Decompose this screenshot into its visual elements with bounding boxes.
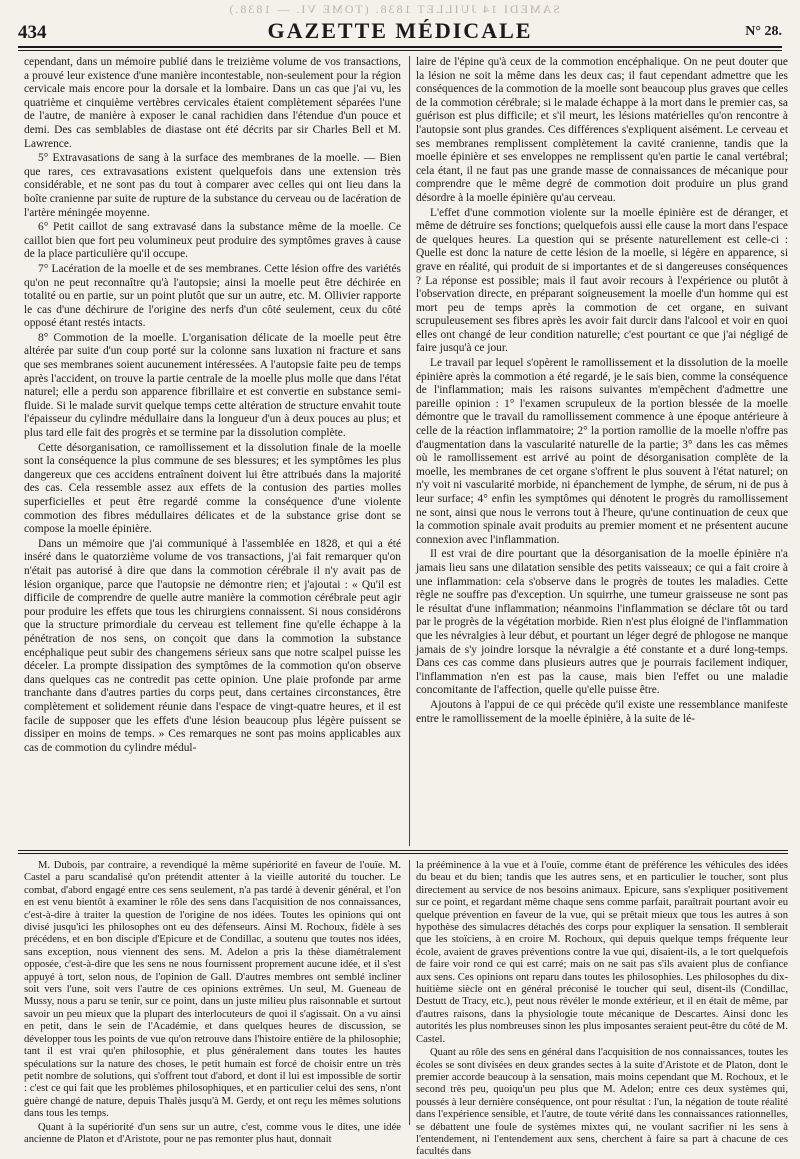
paragraph: 7° Lacération de la moelle et de ses membranes. Cette lésion offre des variétés qu'on ne peut reconnaître qu'à l'autopsie; ainsi la moelle peut être déchirée en totalité ou en partie, sur un point plutôt que sur un autre, etc. M. Ollivier rapporte le cas d'une déchirure de l'origine des nerfs d'un côté seulement, ceux du côté opposé étant restés intacts. bbox=[24, 262, 401, 330]
column-divider bbox=[409, 56, 410, 846]
feuilleton-rule-bottom bbox=[18, 853, 788, 854]
paragraph: L'effet d'une commotion violente sur la moelle épinière est de déranger, et même de détruire ses fonctions; quelquefois aussi elle cause la mort dans l'espace de quelques heures. La question qui se présente naturellement est celle-ci : Quelle est donc la nature de cette lésion de la moelle, si légère en apparence, si grave en réalité, qui produit de si importantes et de si dangereuses conséquences ? La réponse est possible; mais il faut avoir recours à l'expérience ou plutôt à l'observation directe, en préparant soigneusement la moelle d'un homme qui est mort peu de temps après la commotion de cet organe, en suivant scrupuleusement ses fibres après les avoir fait durcir dans l'alcool et voir en quoi elles ont changé de leur condition naturelle; c'est pourtant ce que j'ai négligé de faire jusqu'à ce jour. bbox=[416, 206, 788, 355]
feuilleton-column-divider bbox=[409, 860, 410, 1125]
header-rule bbox=[18, 50, 782, 51]
paragraph: M. Dubois, par contraire, a revendiqué la même supériorité en faveur de l'ouïe. M. Castel a paru scandalisé qu'on prétendit attenter à la vieille autorité du toucher. Le combat, d'abord engagé entre ces sens seulement, n'a pas tardé à devenir général, et l'on en est venu bientôt à examiner le rôle des sens dans l'acquisition de nos connaissances, c'est-à-dire à traiter la question de l'origine de nos idées. Toutes les opinions qui ont divisé jusqu'ici les philosophes ont eu des défenseurs. Ainsi M. Rochoux, fidèle à ses précédens, et en bon disciple d'Epicure et de Condillac, a soutenu que toutes nos idées, sans exception, nous viennent des sens. M. Adelon a pris la thèse diamétralement opposée, c'est-à-dire que les sens ne nous fournissent proprement aucune idée, et il s'est appuyé à tort, selon nous, de l'opinion de Gall. D'autres membres ont semblé incliner soit vers l'une, soit vers l'autre de ces opinions extrêmes. Un seul, M. Gueneau de Mussy, nous a paru se tenir, sur ce point, dans un juste milieu plus raisonnable et surtout savoir un peu mieux que la plupart des interlocuteurs de quoi il s'agissait. On a vu ainsi en petit, dans le sein de l'Académie, et dans quelques heures de discussion, se développer tous les points de vue qu'on retrouve dans l'histoire entière de la philosophie; tant il est vrai qu'en philosophie, et plus généralement dans toutes les hautes spéculations sur la nature des choses, le petit humain est forcé de choisir entre un très petit nombre de solutions, qui s'offrent tout d'abord, et dont il lui est impossible de sortir : c'est ce qui fait que les problèmes philosophiques, et en particulier celui des sens, n'ont guère changé de nature, depuis Thalès jusqu'à M. Gerdy, et ont reçu les mêmes solutions dans tous les temps. bbox=[24, 860, 401, 1120]
paragraph: laire de l'épine qu'à ceux de la commotion encéphalique. On ne peut douter que la lésion ne soit la même dans les deux cas; il faut cependant admettre que les conséquences de la commotion de la moelle sont beaucoup plus graves que celles de la commotion cérébrale; si le malade échappe à la mort dans le premier cas, sa guérison est plus difficile; et s'il meurt, les lésions matérielles qu'on rencontre à l'autopsie sont plus grandes. Ces différences s'expliquent aisément. Le cerveau et ses membranes remplissent complètement la cavité cranienne, tandis que la moelle épinière et ses enveloppes ne remplissent qu'en partie le canal vertébral; cela étant, il ne faut pas une grande masse de connaissances de mécanique pour comprendre que le même degré de commotion doit produire un plus grand désordre à la moelle épinière qu'au cerveau. bbox=[416, 56, 788, 204]
paragraph: la prééminence à la vue et à l'ouïe, comme étant de préférence les véhicules des idées du beau et du bien; tandis que les autres sens, et en particulier le toucher, sont plus directement au service de nos besoins animaux. Epicure, sans s'expliquer positivement sur ce point, et regardant même chaque sens comme parfait, paraîtrait pourtant avoir eu quelque prévention en faveur de la vue, qui se prêtait mieux que tous les autres à son hypothèse des simulacres détachés des corps pour expliquer la sensation. Il semblerait que les stoïciens, à en croire M. Rochoux, qui depuis quelque temps fréquente leur école, avaient de graves préventions contre la vue qui, disaient-ils, a le tort quelquefois de faire voir rond ce qui est carré; mais on ne sait pas s'ils avaient plus de confiance aux sens. Ces opinions ont reparu dans toutes les philosophies. Les philosophes du dix-huitième siècle ont en général préconisé le toucher qui seul, disent-ils (Condillac, Destutt de Tracy, etc.), peut nous révéler le monde extérieur, et il en était de même, par d'autres raisons, dans la physiologie toute mécanique de Descartes. Ainsi donc les autorités les plus nombreuses sinon les plus imposantes seraient peut-être du côté de M. Castel. bbox=[416, 860, 788, 1045]
paragraph: Ajoutons à l'appui de ce qui précède qu'il existe une ressemblance manifeste entre le ramollissement de la moelle épinière, à la suite de lé- bbox=[416, 698, 788, 725]
journal-title: GAZETTE MÉDICALE bbox=[267, 18, 533, 43]
feuilleton-column-left bbox=[24, 860, 401, 1145]
paragraph: 5° Extravasations de sang à la surface des membranes de la moelle. — Bien que rares, ces extravasations existent quelquefois dans une extension très considérable, et ne sont pas du tout à comparer avec celles qui ont lieu dans la boîte cranienne par suite de rupture de la substance du cerveau ou de lacération de l'artère méningée moyenne. bbox=[24, 152, 401, 219]
feuilleton-column-right bbox=[416, 860, 788, 1158]
bleed-through-text: SAMEDI 14 JUILLET 1838. (TOME VI. — 1838.) bbox=[227, 2, 560, 16]
paragraph: Quant au rôle des sens en général dans l'acquisition de nos connaissances, toutes les écoles se sont divisées en deux grandes sectes à la suite d'Aristote et de Platon, dont le premier accorde beaucoup à la sensation, mais moins cependant que M. Rochoux, et le second très peu, quoiqu'un peu plus que M. Adelon; entre ces deux systèmes qui, poussés à leur dernière conséquence, ont pour résultat : l'un, la négation de toute réalité dans l'expérience sensible, et l'autre, de toute vérité dans les connaissances rationnelles, se débattent une foule de systèmes mixtes qui, ne voulant sacrifier ni les sens à l'entendement, ni l'entendement aux sens, cherchent à faire sa part à chacune de ces facultés dans bbox=[416, 1047, 788, 1158]
paragraph: cependant, dans un mémoire publié dans le treizième volume de vos transactions, a prouvé leur existence d'une manière incontestable, non-seulement pour la région cervicale mais encore pour la dorsale et la lombaire. Dans un cas que j'ai vu, les quatrième et cinquième vertèbres cervicales étaient complètement séparées l'une de l'autre, de manière à exposer le canal rachidien dans l'étendue d'un pouce et demi. Des cas semblables de diastase ont été décrits par sir Charles Bell et M. Lawrence. bbox=[24, 56, 401, 150]
paragraph: Le travail par lequel s'opèrent le ramollissement et la dissolution de la moelle épinière après la commotion a été regardé, je le sais bien, comme la conséquence de l'inflammation; mais les raisons suivantes m'empêchent d'admettre une pareille opinion : 1° l'examen scrupuleux de la portion blessée de la moelle démontre que le travail du ramollissement commence à une époque antérieure à celle de la réaction inflammatoire; 2° la portion ramollie de la moelle n'offre pas d'augmentation dans la vascularité naturelle de la partie; 3° dans les cas mêmes où le ramollissement est arrivé au point de désorganisation complète de la moelle, les membranes de cet organe s'offrent le plus souvent à l'état naturel; on n'y voit ni vascularité morbide, ni épanchement de lymphe, de sérum, ni de pus à leur surface; 4° enfin les symptômes qui dénotent le progrès du ramollissement ne sont, ainsi que nous le verrons tout à l'heure, qu'une continuation de ceux que la commotion spinale avait produits au premier moment et ne présentent aucune connexion avec l'inflammation. bbox=[416, 357, 788, 546]
feuilleton-rule-top bbox=[18, 850, 788, 851]
paragraph: Il est vrai de dire pourtant que la désorganisation de la moelle épinière n'a jamais lieu sans une dilatation sensible des petits vaisseaux; ce qui a fait croire à une inflammation: cela s'observe dans le progrès de toutes les maladies. Cette règle ne souffre pas d'exception. Un squirrhe, une tumeur graisseuse ne sont pas le résultat d'une inflammation; néanmoins l'inflammation se déclare tôt ou tard par le progrès de la végétation morbide. Rien n'est plus éloigné de l'inflammation que les névralgies à leur début, et pourtant un léger degré de phlogose ne manque jamais de s'y joindre lorsque la névralgie a été constante et a duré long-temps. Dans ces cas comme dans plusieurs autres que je pourrais facilement indiquer, l'inflammation n'en est pas la cause, mais bien l'effet ou une maladie concomitante de l'affection, quelle qu'elle puisse être. bbox=[416, 548, 788, 697]
paragraph: 6° Petit caillot de sang extravasé dans la substance même de la moelle. Ce caillot bien que fort peu volumineux peut produire des symptômes graves à cause de la place particulière qu'il occupe. bbox=[24, 221, 401, 261]
paragraph: Cette désorganisation, ce ramollissement et la dissolution finale de la moelle sont la conséquence la plus commune de ses blessures; et les symptômes les plus dangereux que ces accidens entraînent doivent lui être attribués dans la majorité des cas. Cela ressemble assez aux effets de la contusion des parties molles superficielles et peut être regardé comme la conséquence d'une violente commotion des fibres médullaires délicates et de la substance grise dont se compose la moelle épinière. bbox=[24, 441, 401, 536]
paragraph: Quant à la supériorité d'un sens sur un autre, c'est, comme vous le dites, une idée ancienne de Platon et d'Aristote, pour ne pas remonter plus haut, donnait bbox=[24, 1121, 401, 1145]
article-column-right bbox=[416, 56, 788, 846]
masthead bbox=[18, 18, 782, 48]
paragraph: 8° Commotion de la moelle. L'organisation délicate de la moelle peut être altérée par suite d'un coup porté sur la colonne sans luxation ni fracture et sans que ses membranes soient aucunement intéressées. A l'autopsie faite peu de temps après l'accident, on trouve la partie centrale de la moelle plus molle que dans l'état naturel; elle a perdu son apparence fibrillaire et est convertie en substance semi-fluide. Si le malade survit quelque temps cette altération de structure envahit toute l'épaisseur du cylindre médullaire dans la longueur d'un à deux pouces au plus; et plus tard elle fait des progrès et se termine par la dissolution complète. bbox=[24, 331, 401, 440]
page-number: 434 bbox=[18, 22, 47, 43]
article-column-left bbox=[24, 56, 401, 846]
paragraph: Dans un mémoire que j'ai communiqué à l'assemblée en 1828, et qui a été inséré dans le quatorzième volume de vos transactions, j'ai fait remarquer qu'on n'était pas autorisé à dire que dans la commotion cérébrale il n'y avait pas de lésion organique, parce que l'autopsie ne démontre rien; et j'ajoutai : « Qu'il est difficile de comprendre de quelle autre manière la commotion cérébrale peut agir pour produire les effets que tous les chirurgiens connaissent. Si nous considérons que la structure primordiale du cerveau est tellement fine qu'elle échappe à la pénétration de nos sens, on conçoit que dans la commotion la substance encéphalique peut subir des changemens sérieux sans que notre scalpel puisse les déceler. La prompte dissipation des symptômes de la commotion qu'on observe dans quelques cas ne contredit pas cette opinion. Une plaie profonde par arme tranchante dans d'autres parties du corps peut, dans certaines circonstances, être complètement et solidement réunie dans l'espace de vingt-quatre heures, et il est facile de supposer que les effets d'une lésion beaucoup plus légère puissent se dissiper en moins de temps. » Ces remarques ne sont pas moins applicables aux cas de commotion du cylindre médul- bbox=[24, 537, 401, 754]
issue-number: N° 28. bbox=[745, 24, 782, 39]
